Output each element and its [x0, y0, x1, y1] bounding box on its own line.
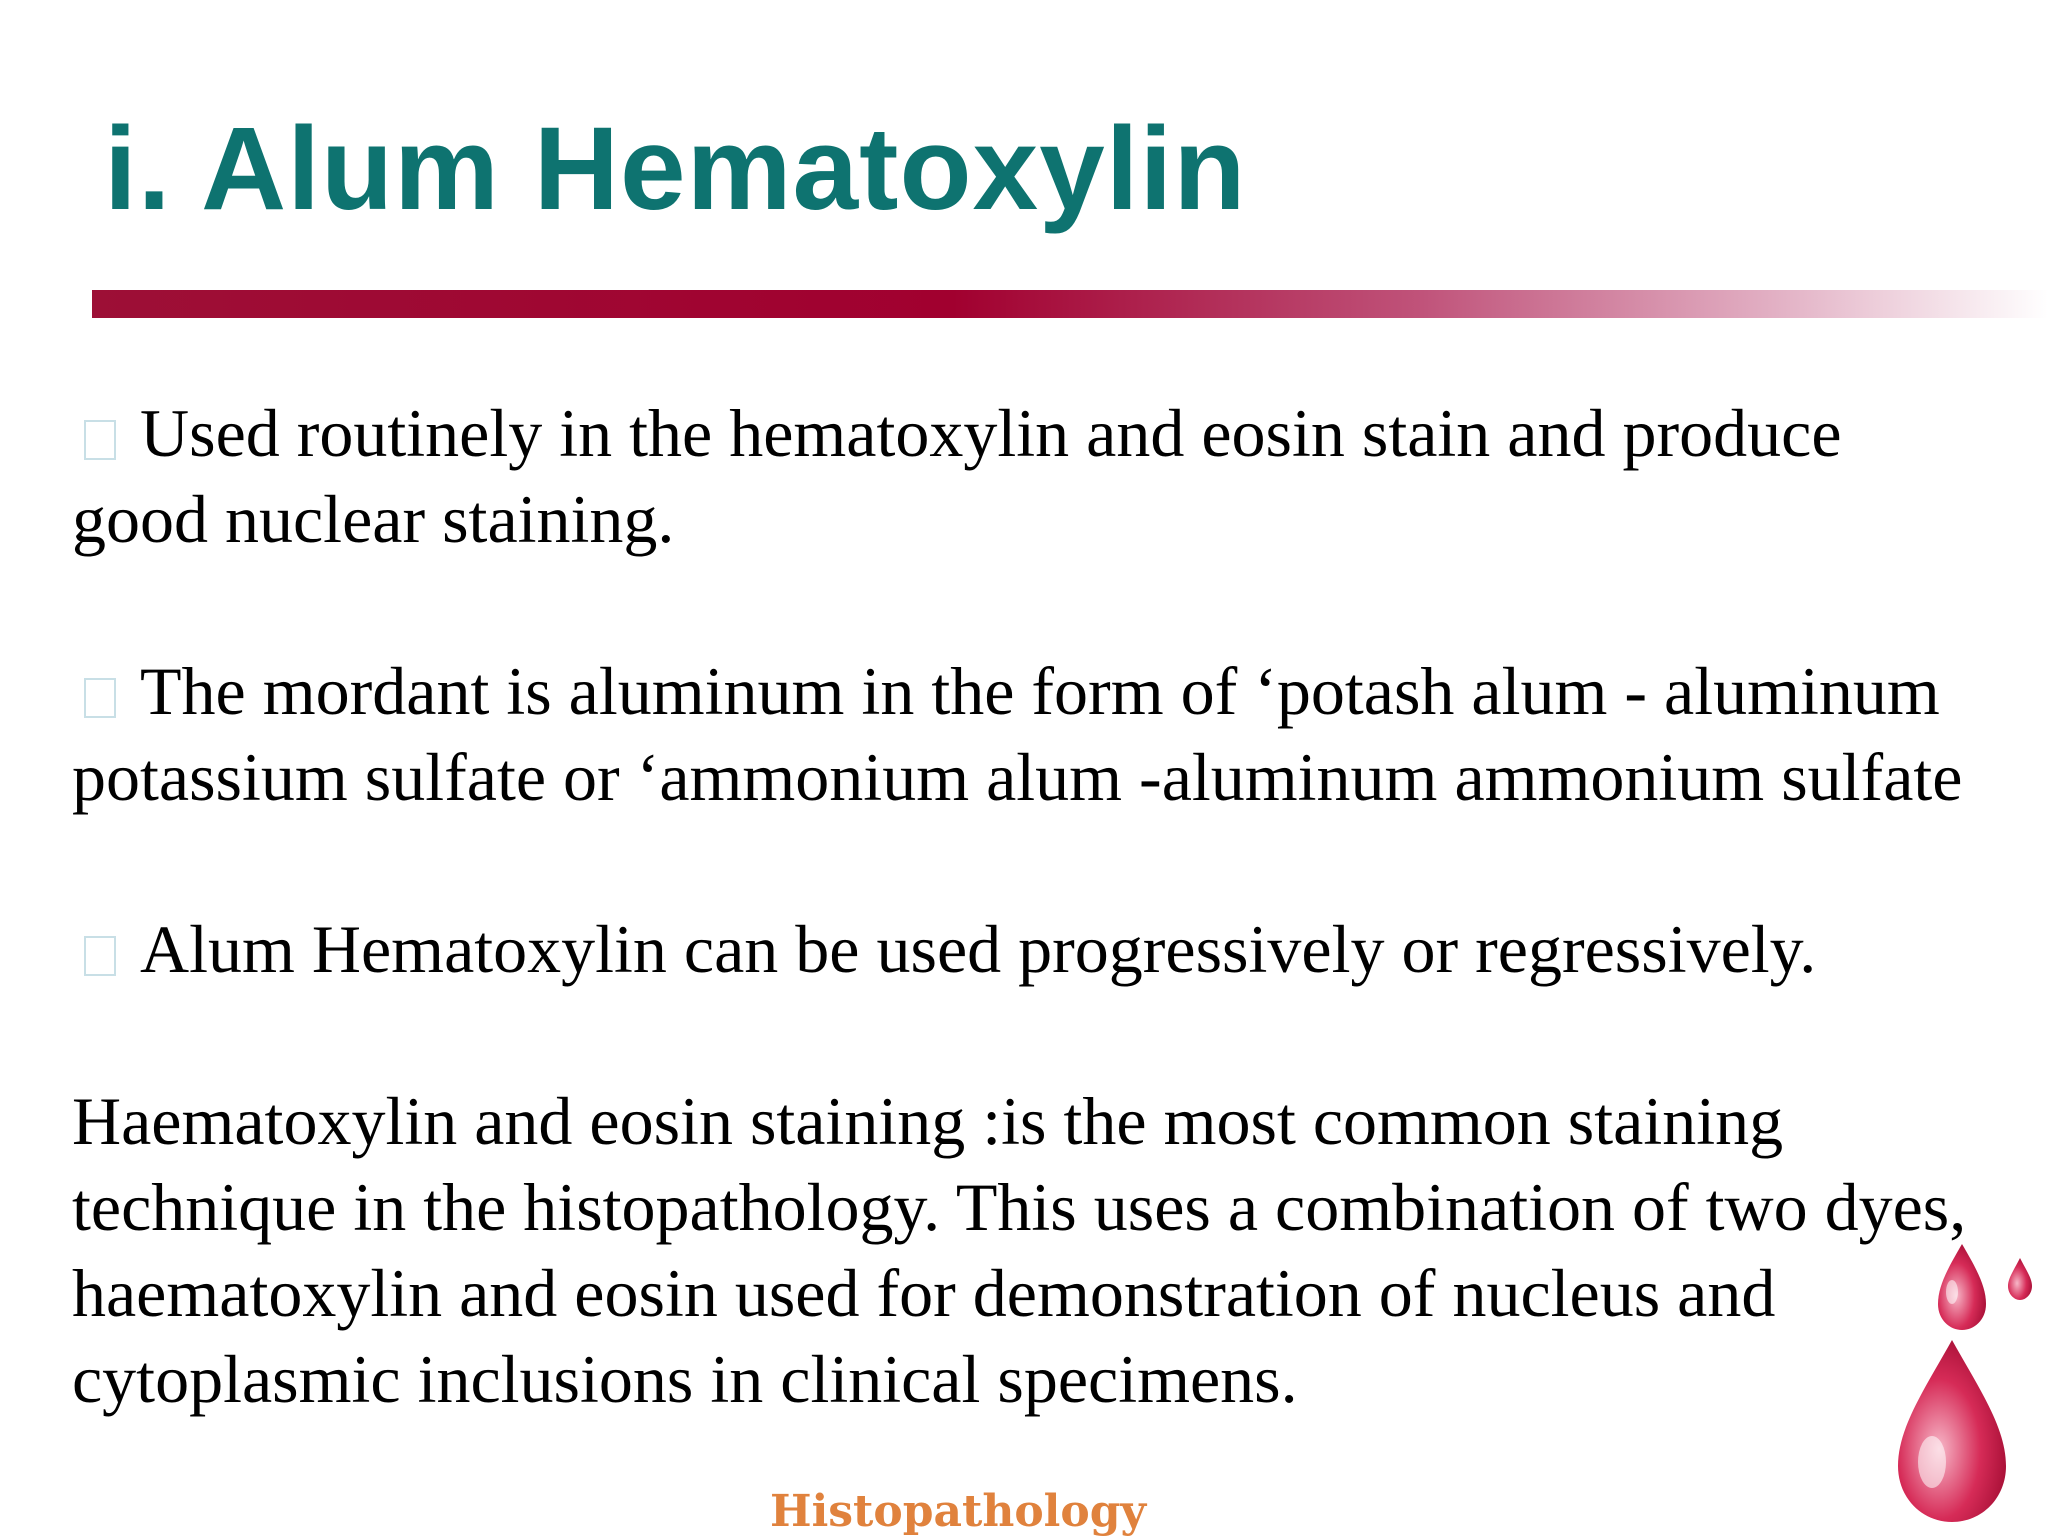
bullet-text: The mordant is aluminum in the form of ‘potash alum - aluminum potassium sulfate or ‘ammonium alum -aluminum ammonium sulfate [72, 653, 1963, 815]
square-bullet-icon [84, 678, 116, 718]
definition-paragraph: Haematoxylin and eosin staining :is the most common staining technique in the histopathology. This uses a combination of two dyes, haematoxylin and eosin used for demonstration of nucleus and cytoplasmic inclusions in clinical specimens. [72, 1083, 1967, 1417]
bullet-text: Alum Hematoxylin can be used progressively or regressively. [140, 911, 1817, 987]
title-divider [92, 290, 2048, 318]
footer-label: Histopathology [770, 1486, 1147, 1536]
bullet-item [72, 648, 1972, 820]
bullet-item [72, 390, 1972, 562]
slide-content [72, 390, 1972, 1422]
square-bullet-icon [84, 936, 116, 976]
blood-drop-icon [1880, 1230, 2048, 1536]
square-bullet-icon [84, 420, 116, 460]
bullet-text: Used routinely in the hematoxylin and eosin stain and produce good nuclear staining. [72, 395, 1842, 557]
slide-title: i. Alum Hematoxylin [104, 103, 1247, 235]
bullet-item [72, 906, 1972, 992]
